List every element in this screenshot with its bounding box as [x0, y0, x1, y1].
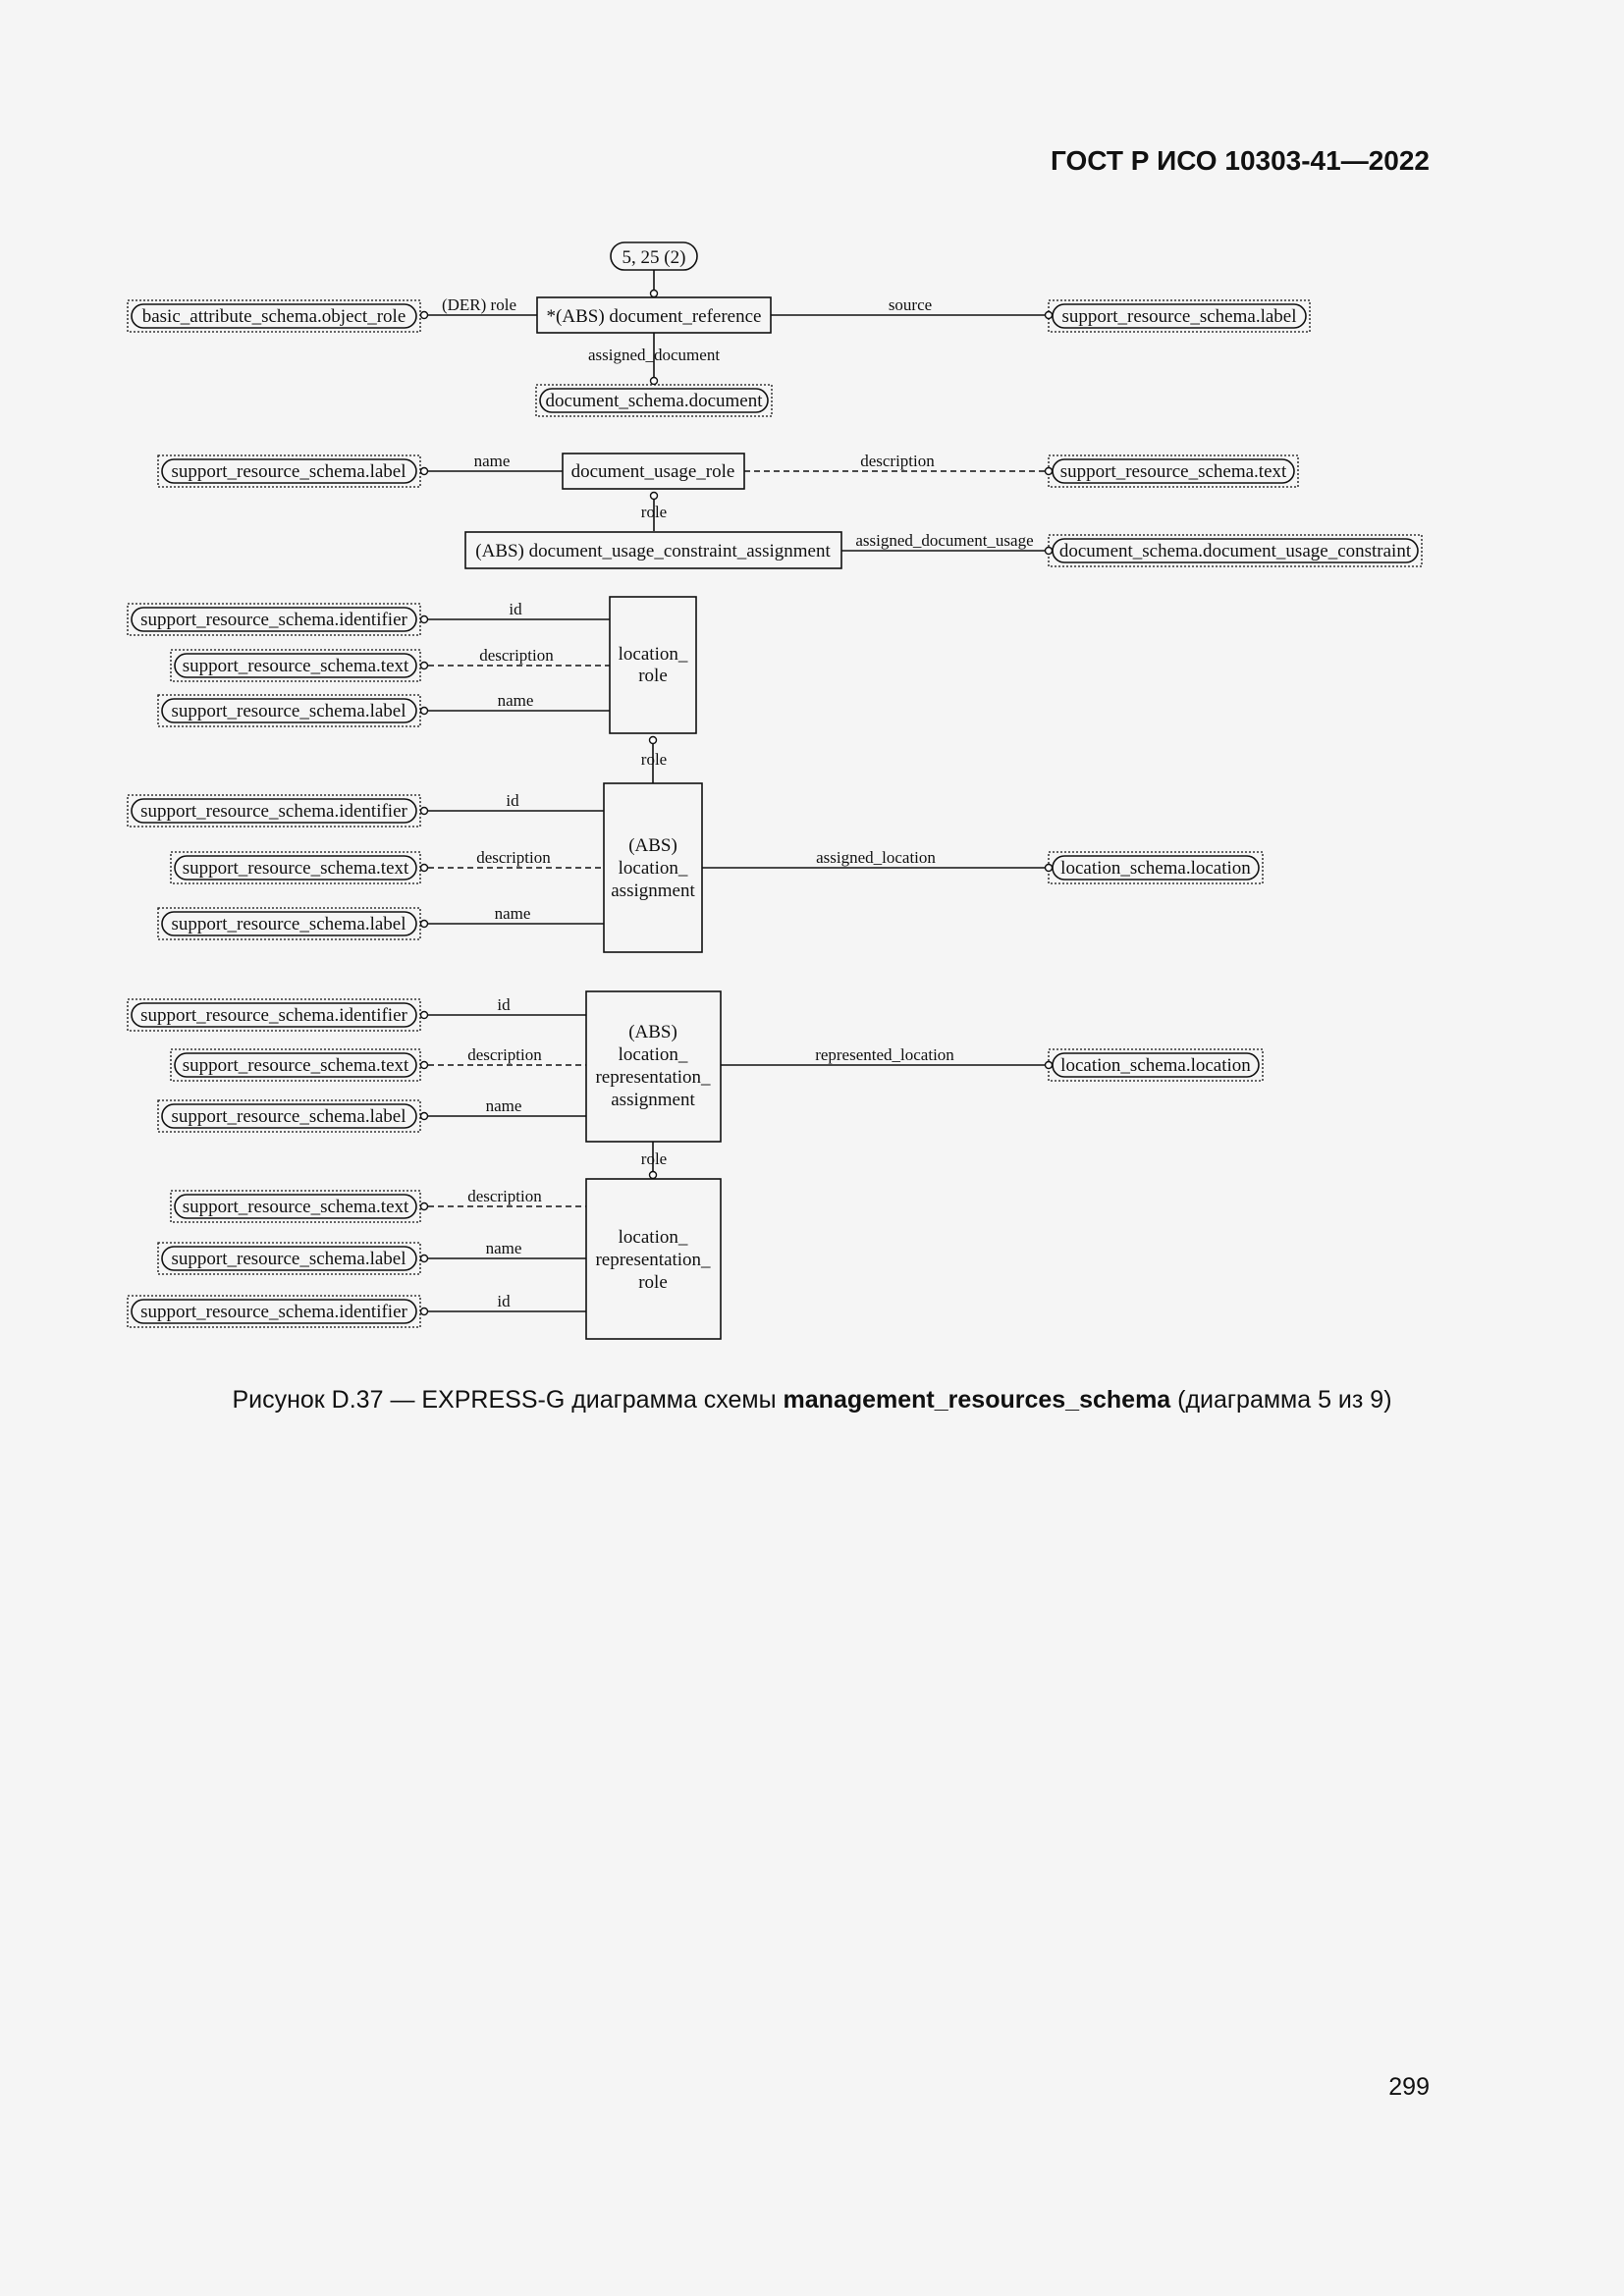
page-reference [611, 242, 697, 270]
svg-text:support_resource_schema.identi: support_resource_schema.identifier [140, 1302, 407, 1322]
svg-text:location_: location_ [618, 858, 688, 879]
attr-role: role [640, 750, 668, 769]
ref-label-source [1049, 300, 1310, 332]
ref-text-location-assignment [171, 852, 420, 883]
ref-text-location-role [171, 650, 420, 681]
svg-text:document_schema.document_usage: document_schema.document_usage_constraint [1058, 541, 1412, 561]
attr-name: name [497, 691, 534, 710]
svg-text:support_resource_schema.text: support_resource_schema.text [182, 858, 409, 879]
svg-text:location_schema.location: location_schema.location [1060, 858, 1251, 879]
svg-text:role: role [638, 1272, 668, 1293]
svg-text:assignment: assignment [611, 1090, 695, 1110]
attr-represented-location: represented_location [815, 1045, 954, 1064]
ref-label-location-representation-assignment [158, 1100, 420, 1132]
attr-name: name [473, 452, 511, 470]
entity-location-representation-role [586, 1179, 721, 1339]
ref-basic-attribute-schema-object-role [128, 300, 420, 332]
ref-text-usage-description [1049, 455, 1298, 487]
ref-text-location-representation-assignment [171, 1049, 420, 1081]
svg-text:support_resource_schema.identi: support_resource_schema.identifier [140, 801, 407, 822]
attr-description: description [467, 1187, 542, 1205]
standard-designation: ГОСТ Р ИСО 10303-41—2022 [1051, 145, 1430, 176]
svg-text:location_: location_ [618, 1227, 688, 1248]
attr-id: id [509, 600, 522, 618]
entity-document-reference [537, 297, 771, 333]
svg-text:support_resource_schema.label: support_resource_schema.label [171, 914, 406, 934]
svg-text:support_resource_schema.label: support_resource_schema.label [171, 1249, 406, 1269]
svg-text:(ABS): (ABS) [628, 1022, 677, 1042]
svg-text:support_resource_schema.text: support_resource_schema.text [1059, 461, 1287, 482]
entity-location-assignment [604, 783, 702, 952]
ref-location-represented [1049, 1049, 1263, 1081]
svg-text:(ABS) document_usage_constrain: (ABS) document_usage_constraint_assignment [475, 541, 831, 561]
svg-text:document_usage_role: document_usage_role [570, 461, 735, 482]
svg-text:basic_attribute_schema.object_: basic_attribute_schema.object_role [141, 306, 406, 327]
attr-der-role: (DER) role [441, 295, 517, 314]
ref-identifier-location-role [128, 604, 420, 635]
svg-text:assignment: assignment [611, 881, 695, 901]
svg-text:support_resource_schema.label: support_resource_schema.label [171, 461, 406, 482]
entity-location-representation-assignment [586, 991, 721, 1142]
attr-name: name [485, 1239, 522, 1257]
attr-description: description [467, 1045, 542, 1064]
attr-assigned-location: assigned_location [816, 848, 936, 867]
svg-text:support_resource_schema.text: support_resource_schema.text [182, 1055, 409, 1076]
svg-text:5, 25 (2): 5, 25 (2) [622, 247, 686, 268]
attr-description: description [479, 646, 554, 665]
attr-id: id [497, 1292, 511, 1310]
svg-text:support_resource_schema.label: support_resource_schema.label [1061, 306, 1297, 327]
entity-document-usage-role [563, 454, 744, 489]
ref-identifier-location-representation-assignment [128, 999, 420, 1031]
caption-schema-name: management_resources_schema [783, 1386, 1171, 1414]
attr-role: role [640, 503, 668, 521]
attr-id: id [506, 791, 519, 810]
ref-identifier-location-representation-role [128, 1296, 420, 1327]
svg-text:representation_: representation_ [595, 1250, 711, 1270]
svg-text:role: role [638, 666, 668, 686]
figure-caption [0, 1386, 1624, 1415]
ref-label-location-assignment [158, 908, 420, 939]
attr-name: name [485, 1096, 522, 1115]
svg-text:(ABS): (ABS) [628, 835, 677, 856]
svg-text:support_resource_schema.label: support_resource_schema.label [171, 701, 406, 721]
svg-text:location_: location_ [618, 1044, 688, 1065]
ref-document-usage-constraint [1049, 535, 1422, 566]
attr-description: description [860, 452, 935, 470]
attr-assigned-document: assigned_document [587, 346, 721, 364]
attr-role: role [640, 1149, 668, 1168]
attr-name: name [494, 904, 531, 923]
svg-text:representation_: representation_ [595, 1067, 711, 1088]
attr-id: id [497, 995, 511, 1014]
svg-text:support_resource_schema.text: support_resource_schema.text [182, 656, 409, 676]
svg-text:location_schema.location: location_schema.location [1060, 1055, 1251, 1076]
caption-suffix: (диаграмма 5 из 9) [1170, 1386, 1392, 1414]
entity-document-usage-constraint-assignment [465, 532, 841, 568]
ref-document-schema-document [536, 385, 772, 416]
caption-prefix: Рисунок D.37 — EXPRESS-G диаграмма схемы [232, 1386, 784, 1414]
svg-text:support_resource_schema.identi: support_resource_schema.identifier [140, 610, 407, 630]
svg-text:support_resource_schema.label: support_resource_schema.label [171, 1106, 406, 1127]
attr-description: description [476, 848, 551, 867]
ref-text-location-representation-role [171, 1191, 420, 1222]
ref-label-usage-name [158, 455, 420, 487]
attr-assigned-document-usage: assigned_document_usage [855, 531, 1034, 550]
svg-text:location_: location_ [618, 644, 688, 665]
svg-text:*(ABS) document_reference: *(ABS) document_reference [546, 306, 762, 327]
svg-text:support_resource_schema.identi: support_resource_schema.identifier [140, 1005, 407, 1026]
ref-label-location-representation-role [158, 1243, 420, 1274]
ref-identifier-location-assignment [128, 795, 420, 827]
page-number: 299 [1388, 2073, 1430, 2101]
svg-text:document_schema.document: document_schema.document [545, 391, 763, 411]
ref-label-location-role [158, 695, 420, 726]
ref-location-assigned [1049, 852, 1263, 883]
svg-text:support_resource_schema.text: support_resource_schema.text [182, 1197, 409, 1217]
attr-source: source [888, 295, 933, 314]
entity-location-role [610, 597, 696, 733]
